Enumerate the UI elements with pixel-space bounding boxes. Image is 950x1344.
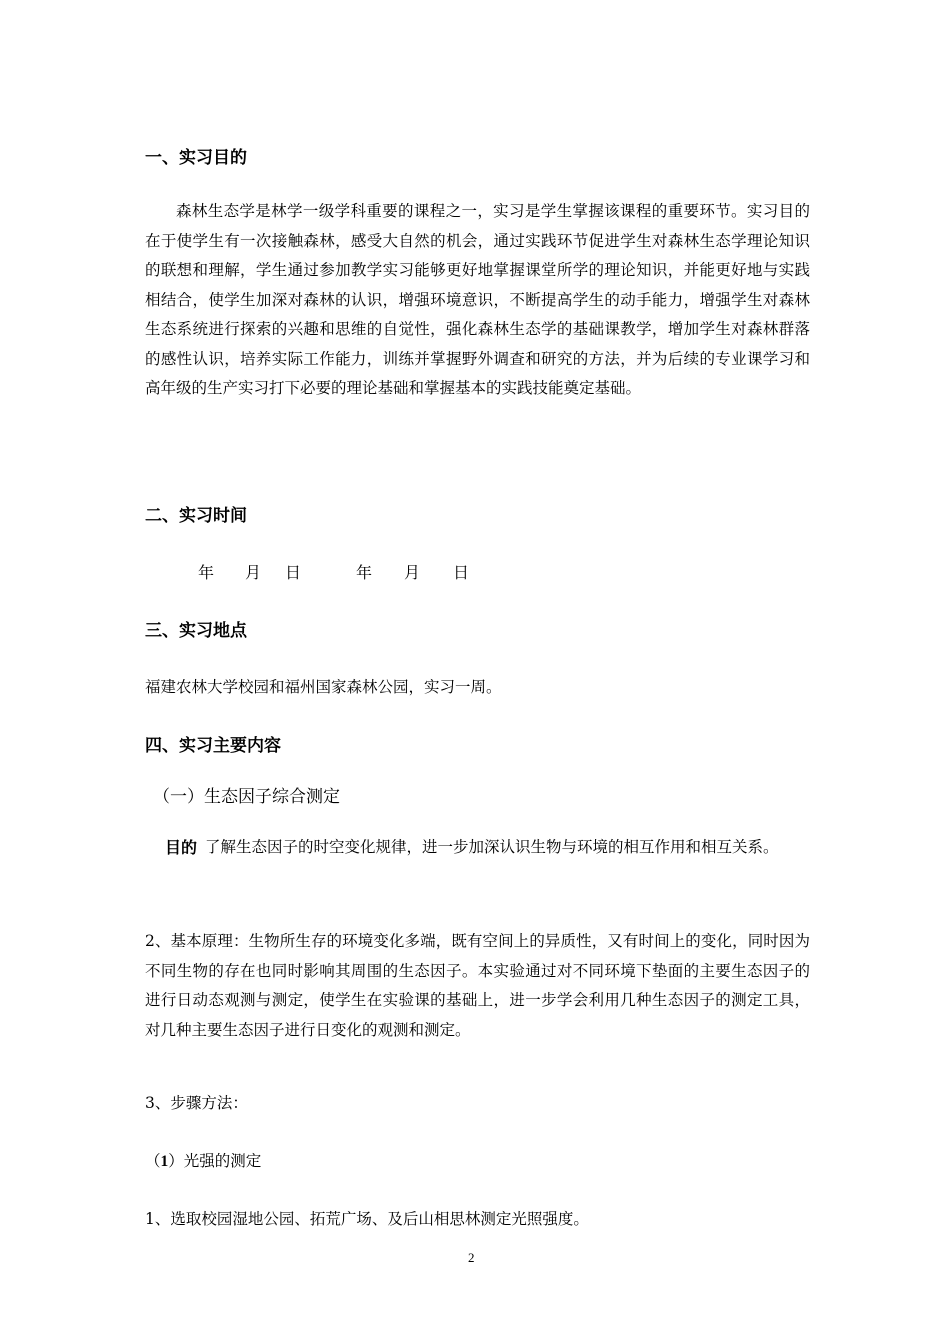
date-year-1: 年 xyxy=(198,563,215,582)
purpose-text: 了解生态因子的时空变化规律，进一步加深认识生物与环境的相互作用和相互关系。 xyxy=(205,838,779,856)
step-one: 1、选取校园湿地公园、拓荒广场、及后山相思林测定光照强度。 xyxy=(145,1210,589,1228)
open-paren: （ xyxy=(145,1152,161,1170)
page-number: 2 xyxy=(468,1250,475,1265)
close-paren: ） xyxy=(168,1152,184,1170)
section3-heading: 三、实习地点 xyxy=(145,621,247,641)
item-light-intensity xyxy=(145,1149,261,1171)
date-month-2: 月 xyxy=(404,563,421,582)
date-year-2: 年 xyxy=(356,563,373,582)
item-label: 光强的测定 xyxy=(183,1152,262,1170)
subsection-ecological-factors: （一）生态因子综合测定 xyxy=(153,787,340,807)
section4-heading: 四、实习主要内容 xyxy=(145,736,281,756)
date-day-1: 日 xyxy=(285,563,302,582)
section1-paragraph: 森林生态学是林学一级学科重要的课程之一，实习是学生掌握该课程的重要环节。实习目的在于使学生有一次接触森林，感受大自然的机会，通过实践环节促进学生对森林生态学理论知识的联想和理解，学生通过参加教学实习能够更好地掌握课堂所学的理论知识，并能更好地与实践相结合，使学生加深对森林的认识，增强环境意识，不断提高学生的动手能力，增强学生对森林生态系统进行探索的兴趣和思维的自觉性，强化森林生态学的基础课教学，增加学生对森林群落的感性认识，培养实际工作能力，训练并掌握野外调查和研究的方法，并为后续的专业课学习和高年级的生产实习打下必要的理论基础和掌握基本的实践技能奠定基础。 xyxy=(145,202,810,397)
section3-location: 福建农林大学校园和福州国家森林公园，实习一周。 xyxy=(145,678,502,696)
section2-heading: 二、实习时间 xyxy=(145,506,247,526)
steps-heading: 3、步骤方法： xyxy=(145,1094,248,1112)
date-month-1: 月 xyxy=(245,563,262,582)
section1-heading: 一、实习目的 xyxy=(145,148,247,168)
date-day-2: 日 xyxy=(453,563,470,582)
basic-principle: 2、基本原理：生物所生存的环境变化多端，既有空间上的异质性，又有时间上的变化，同时因为不同生物的存在也同时影响其周围的生态因子。本实验通过对不同环境下垫面的主要生态因子的进行日动态观测与测定，使学生在实验课的基础上，进一步学会利用几种生态因子的测定工具，对几种主要生态因子进行日变化的观测和测定。 xyxy=(145,932,810,1039)
purpose-label: 目的 xyxy=(165,838,198,857)
item-number: 1 xyxy=(160,1153,169,1170)
